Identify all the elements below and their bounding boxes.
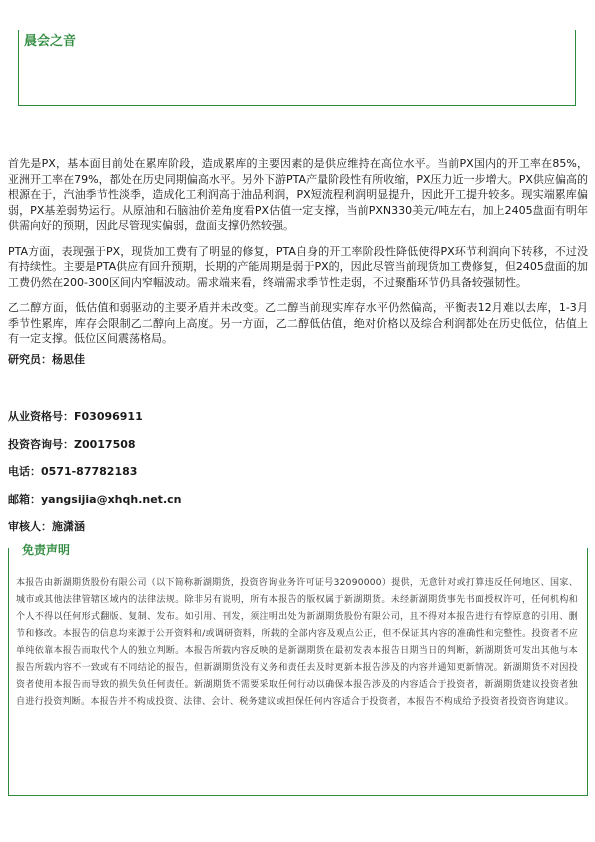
reviewer-name: 审核人：施潇涵: [8, 520, 85, 533]
paragraph-px: 首先是PX，基本面目前处在累库阶段，造成累库的主要因素的是供应维持在高位水平。当前PX国内的开工率在85%，亚洲开工率在79%，都处在历史同期偏高水平。另外下游PTA产量阶段性有所收缩，PX压力近一步增大。PX供应偏高的根源在于，汽油季节性淡季，造成化工利润高于油品利润，PX短流程利润明显提升，因此开工提升较多。现实端累库偏弱，PX基差弱势运行。从原油和石脑油价差角度看PX估值一定支撑，当前PXN330美元/吨左右，加上2405盘面有明年供需向好的预期，因此尽管现实偏弱，盘面支撑仍然较强。: [8, 157, 588, 232]
email-address: 邮箱：yangsijia@xhqh.net.cn: [8, 493, 182, 506]
researcher-name: 研究员：杨思佳: [8, 353, 85, 366]
paragraph-meg: 乙二醇方面，低估值和弱驱动的主要矛盾并未改变。乙二醇当前现实库存水平仍然偏高，平衡表12月难以去库，1-3月季节性累库，库存会限制乙二醇向上高度。另一方面，乙二醇低估值，绝对价格以及综合利润都处在历史低位，估值上有一定支撑。低位区间震荡格局。: [8, 301, 588, 345]
section-title: 晨会之音: [24, 34, 77, 49]
report-body: [8, 156, 588, 357]
header-box: [18, 30, 576, 106]
disclaimer-text: 本报告由新湖期货股份有限公司（以下简称新湖期货，投资咨询业务许可证号32090000）提供，无意针对或打算违反任何地区、国家、城市或其他法律管辖区域内的法律法规。除非另有说明，所有本报告的版权属于新湖期货。未经新湖期货事先书面授权许可，任何机构和个人不得以任何形式翻版、复制、发布。如引用、刊发，须注明出处为新湖期货股份有限公司，且不得对本报告进行有悖原意的引用、删节和修改。本报告的信息均来源于公开资料和/或调研资料，所载的全部内容及观点公正，但不保证其内容的准确性和完整性。投资者不应单纯依靠本报告而取代个人的独立判断。本报告所载内容反映的是新湖期货在最初发表本报告日期当日的判断，新湖期货可发出其他与本报告所载内容不一致或有不同结论的报告，但新湖期货没有义务和责任去及时更新本报告涉及的内容并通知更新情况。新湖期货不对因投资者使用本报告而导致的损失负任何责任。新湖期货不需要采取任何行动以确保本报告涉及的内容适合于投资者，新湖期货建议投资者独自进行投资判断。本报告并不构成投资、法律、会计、税务建议或担保任何内容适合于投资者，本报告不构成给予投资者投资咨询建议。: [16, 578, 578, 707]
paragraph-pta: PTA方面，表现强于PX，现货加工费有了明显的修复，PTA自身的开工率阶段性降低使得PX环节利润向下转移，不过没有持续性。主要是PTA供应有回升预期，长期的产能周期是弱于PX的，因此尽管当前现货加工费修复，但2405盘面的加工费仍然在200-300区间内窄幅波动。需求端来看，终端需求季节性走弱，不过聚酯环节仍具备较强韧性。: [8, 244, 588, 289]
consult-number: 投资咨询号：Z0017508: [8, 438, 136, 451]
disclaimer-title: 免责声明: [22, 543, 71, 557]
phone-number: 电话：0571-87782183: [8, 465, 138, 478]
qualification-number: 从业资格号：F03096911: [8, 410, 143, 423]
